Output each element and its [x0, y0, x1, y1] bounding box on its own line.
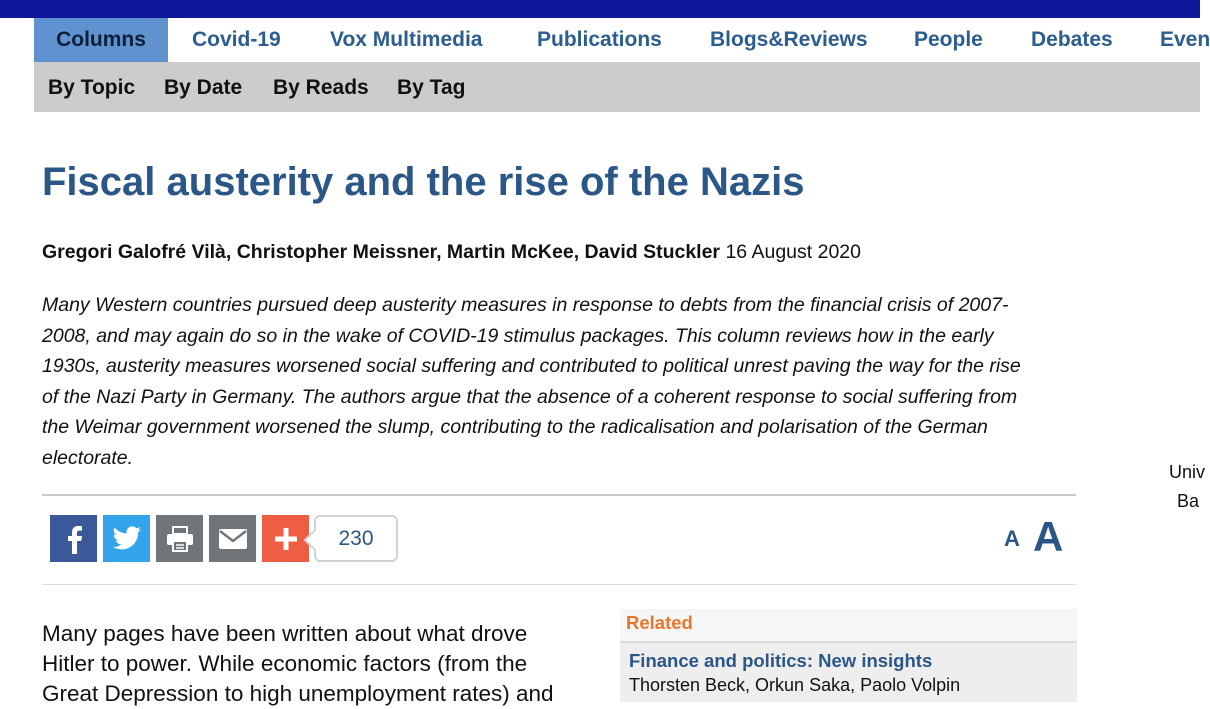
abstract-line: Many Western countries pursued deep austerity measures in response to debts from the financial crisis of 2007- — [42, 294, 1009, 316]
related-heading: Related — [620, 609, 1077, 643]
print-icon — [166, 526, 194, 552]
email-share-button[interactable] — [209, 515, 256, 562]
facebook-icon — [62, 524, 86, 554]
nav-item-debates[interactable]: Debates — [1031, 28, 1113, 51]
print-button[interactable] — [156, 515, 203, 562]
related-item-link[interactable]: Finance and politics: New insights — [629, 650, 933, 671]
twitter-share-button[interactable] — [103, 515, 150, 562]
related-item-authors: Thorsten Beck, Orkun Saka, Paolo Volpin — [629, 675, 961, 695]
divider — [42, 494, 1076, 496]
body-line: Many pages have been written about what drove — [42, 621, 528, 646]
sidebar-text: Univ — [1169, 462, 1206, 482]
abstract-line: electorate. — [42, 446, 134, 469]
body-line: Hitler to power. While economic factors (from the — [42, 651, 528, 676]
abstract-line: 2008, and may again do so in the wake of COVID-19 stimulus packages. This column reviews how in the early — [42, 324, 994, 347]
nav-item-people[interactable]: People — [914, 28, 983, 51]
subnav-by-tag[interactable]: By Tag — [397, 76, 466, 99]
subnav-by-date[interactable]: By Date — [164, 76, 243, 99]
related-box — [620, 609, 1077, 702]
twitter-icon — [112, 526, 142, 552]
byline — [42, 241, 861, 264]
sidebar-text: Ba — [1177, 491, 1200, 511]
share-count: 230 — [314, 515, 398, 562]
nav-item-events[interactable]: Even — [1160, 28, 1210, 51]
body-line: Great Depression to high unemployment rates) and — [42, 681, 554, 706]
divider — [42, 584, 1076, 585]
article-body — [42, 619, 582, 709]
email-icon — [218, 528, 248, 550]
subnav-by-reads[interactable]: By Reads — [273, 76, 369, 99]
facebook-share-button[interactable] — [50, 515, 97, 562]
abstract-line: the Weimar government worsened the slump, contributing to the radicalisation and polarisation of the German — [42, 416, 988, 439]
subnav-by-topic[interactable]: By Topic — [48, 76, 136, 99]
nav-item-vox-multimedia[interactable]: Vox Multimedia — [330, 28, 483, 51]
sub-nav — [34, 62, 1200, 112]
abstract-line: of the Nazi Party in Germany. The authors argue that the absence of a coherent response to social suffering from — [42, 385, 1018, 408]
more-share-button[interactable] — [262, 515, 309, 562]
nav-item-columns[interactable]: Columns — [34, 18, 168, 62]
nav-item-blogs-reviews[interactable]: Blogs&Reviews — [710, 28, 868, 51]
font-size-increase-button[interactable]: A — [1033, 513, 1064, 560]
article-abstract — [42, 290, 1092, 474]
article-title: Fiscal austerity and the rise of the Nazis — [42, 160, 805, 204]
nav-item-publications[interactable]: Publications — [537, 28, 662, 51]
nav-item-covid-19[interactable]: Covid-19 — [192, 28, 281, 51]
abstract-line: 1930s, austerity measures worsened social suffering and contributed to political unrest paving the way for the rise — [42, 355, 1021, 378]
main-nav — [0, 18, 1210, 62]
font-size-decrease-button[interactable]: A — [1004, 526, 1020, 551]
article-authors[interactable]: Gregori Galofré Vilà, Christopher Meissner, Martin McKee, David Stuckler — [42, 241, 721, 263]
top-banner-strip — [0, 0, 1200, 18]
article-date: 16 August 2020 — [725, 241, 861, 263]
plus-icon — [274, 527, 298, 551]
